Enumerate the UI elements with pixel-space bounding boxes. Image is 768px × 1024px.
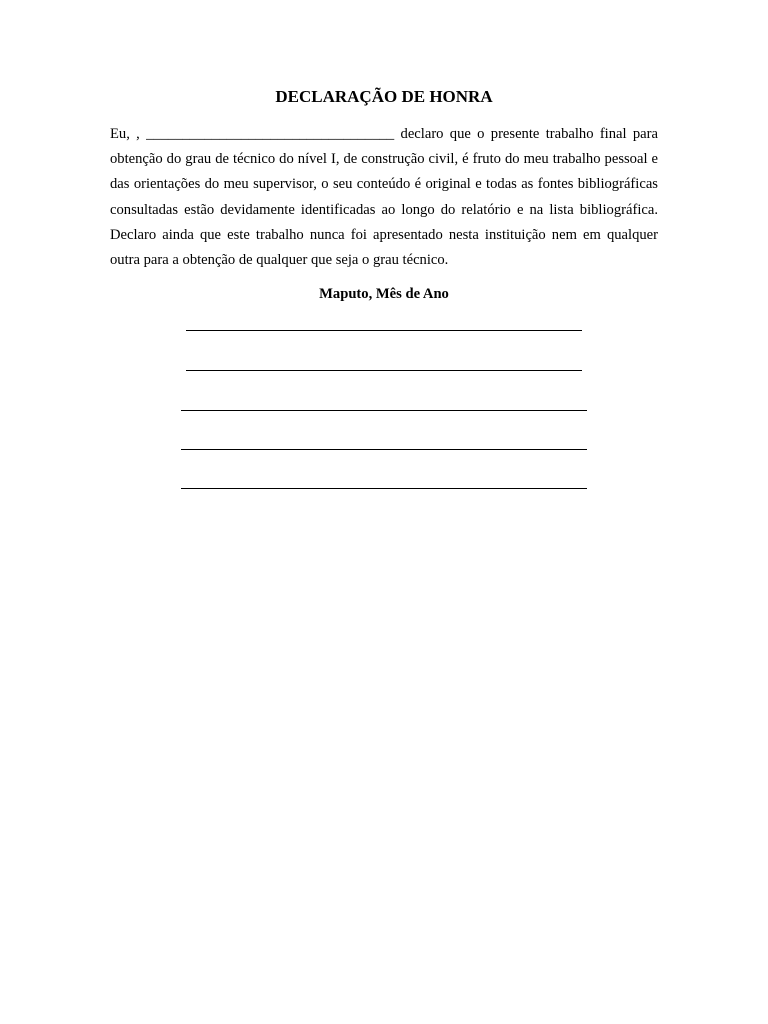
place-and-date: Maputo, Mês de Ano [319, 286, 449, 302]
signature-line [181, 449, 587, 450]
document-title: DECLARAÇÃO DE HONRA [275, 87, 493, 106]
signature-line [181, 488, 587, 489]
signature-line [186, 370, 582, 371]
signature-line [186, 330, 582, 331]
declaration-paragraph: Eu, , __________________________________ declaro que o presente trabalho final para obtenção do grau de técnico do nível I, de construção civil, é fruto do meu trabalho pessoal e das orientações do meu supervisor, o seu conteúdo é original e todas as fontes bibliográficas consultadas estão devidamente identificadas ao longo do relatório e na lista bibliográfica. Declaro ainda que este trabalho nunca foi apresentado nesta instituição nem em qualquer outra para a obtenção de qualquer que seja o grau técnico. [110, 126, 658, 269]
signature-line [181, 410, 587, 411]
